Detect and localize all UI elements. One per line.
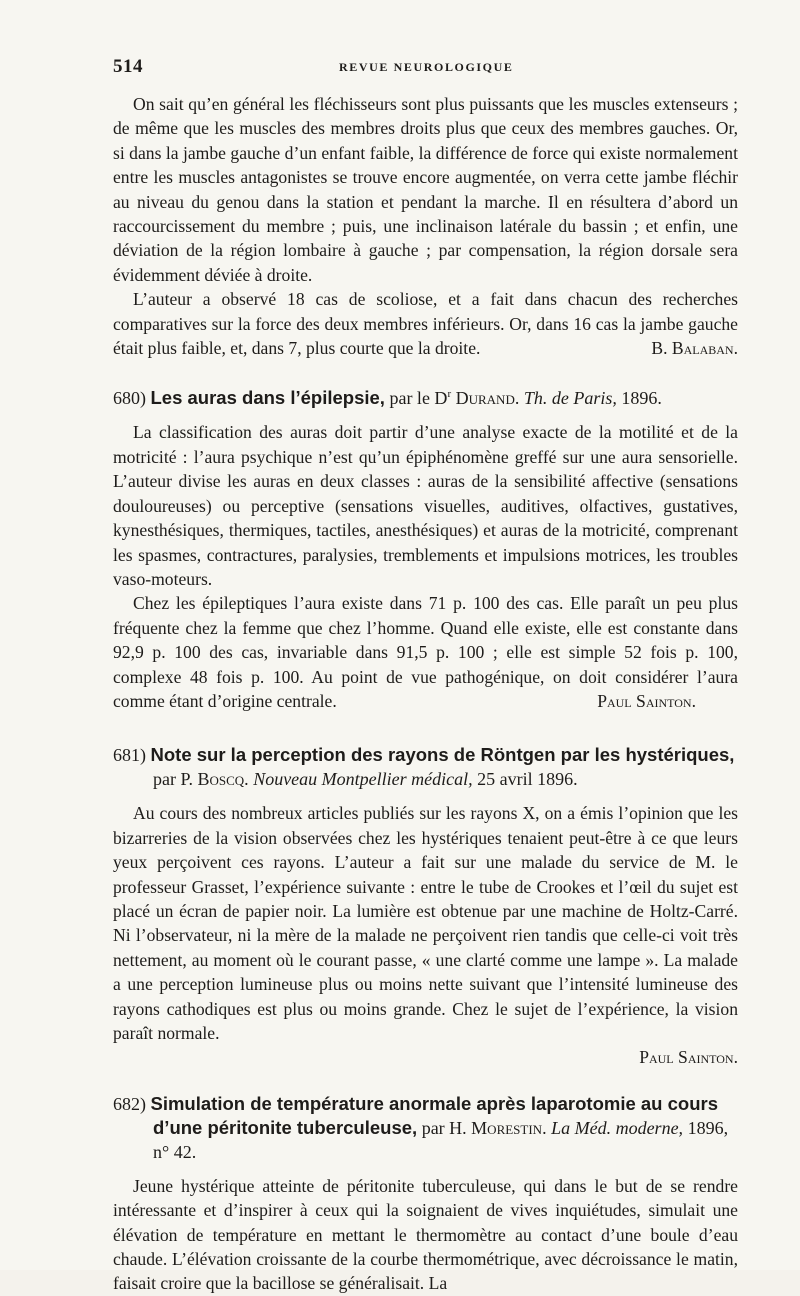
entry-source: Th. de Paris, [523,388,617,409]
entry-source: La Méd. moderne, [551,1117,684,1138]
entry-heading-681 [113,743,738,791]
paragraph: On sait qu’en général les fléchisseurs sont plus puissants que les muscles extenseurs ; de même que les muscles des membres droits plus que ceux des membres gauches. Or, si dans la jambe gauche d’un enfant faible, la différence de force qui existe normalement entre les muscles antagonistes se trouve encore augmentée, on verra cette jambe fléchir au niveau du genou dans la station et pendant la marche. Il en résultera d’abord un raccourcissement du membre ; puis, une inclinaison latérale du bassin ; et enfin, une déviation de la région lombaire à gauche ; par compensation, la région dorsale sera évidemment déviée à droite. [113,94,738,285]
entry-number: 681) [113,745,146,766]
paragraph-text: Chez les épileptiques l’aura existe dans 71 p. 100 des cas. Elle paraît un peu plus fréquente chez la femme que chez l’homme. Quand elle existe, elle est constante dans 92,9 p. 100 des cas, invariable dans 91,5 p. 100 ; elle est simple 52 fois p. 100, complexe 48 fois p. 100. Au point de vue pathogénique, on doit considérer l’aura comme étant d’origine centrale. [113,593,738,711]
entry-heading-682 [113,1092,738,1164]
entry-year: 1896, n° 42. [153,1117,729,1162]
page-header [113,56,738,86]
entry-author: Durand. [455,388,520,409]
running-head: REVUE NEUROLOGIQUE [339,60,514,74]
entry-byline: par le D [389,388,448,409]
paragraph-text: L’auteur a observé 18 cas de scoliose, et a fait dans chacun des recherches comparatives sur la force des deux membres inférieurs. Or, dans 16 cas la jambe gauche était plus faible, et, dans 7, plus courte que la droite. [113,289,738,359]
paragraph: Jeune hystérique atteinte de péritonite tuberculeuse, qui dans le but de se rendre intéressante et d’inspirer à ceux qui la soignaient de vives inquiétudes, simulait une élévation de température en mettant le thermomètre au contact d’une boule d’eau chaude. L’élévation croissante de la courbe thermométrique, avec décroissance le matin, faisait croire que la bacillose se généralisait. La [113,1175,738,1294]
paragraph [113,591,738,713]
entry-title: Les auras dans l’épilepsie, [150,387,385,409]
entry-byline: par P. [153,769,193,790]
page-body [113,92,738,1296]
entry-byline: par H. [421,1117,467,1138]
signature: Paul Sainton. [639,1047,738,1068]
entry-number: 682) [113,1093,146,1114]
superscript: r [447,388,452,401]
entry-title: Simulation de température anormale après laparotomie au cours d’une péritonite tuberculeuse, [150,1092,719,1138]
signature: B. Balaban. [651,338,738,359]
entry-source: Nouveau Montpellier médical, [253,769,473,790]
paragraph: Au cours des nombreux articles publiés sur les rayons X, on a émis l’opinion que les bizarreries de la vision observées chez les hystériques tenaient peut-être à ce que leurs yeux perçoivent ces rayons. L’auteur a fait sur une malade du service de M. le professeur Grasset, l’expérience suivante : entre le tube de Crookes et l’œil du sujet est placé un écran de papier noir. La lumière est obtenue par une machine de Holtz-Carré. Ni l’observateur, ni la mère de la malade ne perçoivent rien tandis que celle-ci voit très nettement, au moment où le courant passe, « une clarté comme une lampe ». La malade a une perception lumineuse plus ou moins nette suivant que l’intensité lumineuse des rayons cathodiques est plus ou moins grande. Chez le sujet de l’expérience, la vision paraît normale. [113,803,738,1043]
entry-title: Note sur la perception des rayons de Röntgen par les hystériques, [150,744,735,766]
entry-year: 1896. [621,388,662,409]
entry-number: 680) [113,388,146,409]
paragraph [113,287,738,360]
entry-year: 25 avril 1896. [477,769,578,790]
page-number: 514 [113,56,143,77]
entry-author: Morestin. [471,1117,547,1138]
paragraph: La classification des auras doit partir d’une analyse exacte de la motilité et de la motricité : l’aura psychique n’est qu’un épiphénomène greffé sur une aura sensorielle. L’auteur divise les auras en deux classes : auras de la sensibilité affective (sensations douloureuses) ou perceptive (sensations visuelles, auditives, olfactives, gustatives, kynesthésiques, thermiques, tactiles, anesthésiques) et auras de la motricité, comprenant les spasmes, contractures, paralysies, tremblements et impulsions motrices, les troubles vaso-moteurs. [113,422,738,589]
entry-heading-680 [113,386,738,410]
entry-author: Boscq. [197,769,249,790]
signature: Paul Sainton. [597,690,696,711]
